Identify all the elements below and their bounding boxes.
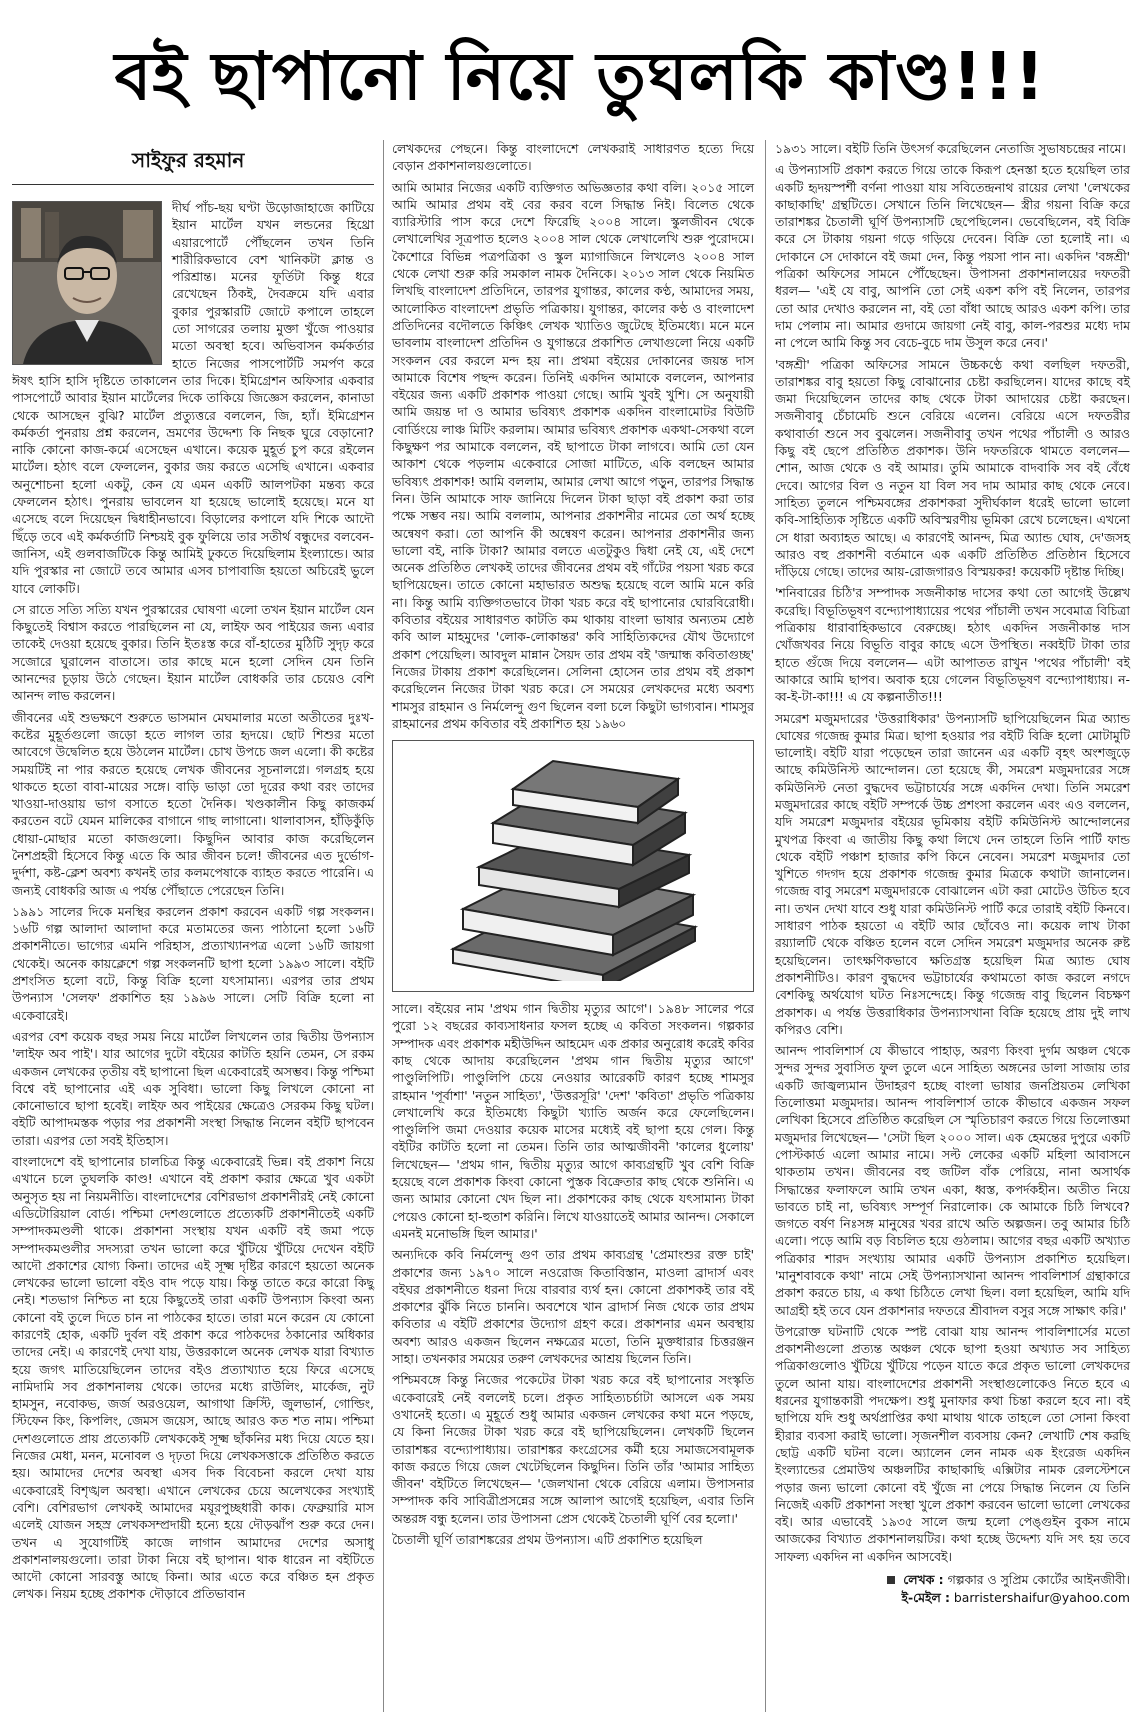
paragraph: পশ্চিমবঙ্গে কিন্তু নিজের পকেটের টাকা খরচ করে বই ছাপানোর সংস্কৃতি একেবারেই নেই বললেই চলে। প্রকৃত সাহিত্যচর্চাটা আসলে এক সময় ওখানেই হতো। এ মুহূর্তে শুধু আমার একজন লেখকের কথা মনে পড়ছে, যে কিনা নিজের টাকা খরচ করে বই ছাপিয়েছিলেন। লেখকটি ছিলেন তারাশঙ্কর বন্দ্যোপাধ্যায়। তারাশঙ্কর কংগ্রেসের কর্মী হয়ে সমাজসেবামূলক কাজ করতে গিয়ে জেল খেটেছিলেন কিছুদিন। তিনি তাঁর 'আমার সাহিত্য জীবন' বইটিতে লিখেছেন— 'জেলখানা থেকে বেরিয়ে এলাম। উপাসনার সম্পাদক কবি সাবিত্রীপ্রসন্নের সঙ্গে আলাপ আগেই হয়েছিল, এবার তিনি অন্তরঙ্গ বন্ধু হলেন। তার উপাসনা প্রেস থেকেই চৈতালী ঘূর্ণি বের হলো।' [392,1372,754,1526]
paragraph: বাংলাদেশে বই ছাপানোর চালচিত্র কিন্তু একেবারেই ভিন্ন। বই প্রকাশ নিয়ে এখানে চলে তুঘলকি কাণ্ড! এখানে বই প্রকাশ করার ক্ষেত্রে খুব একটা অনুসৃত হয় না নিয়মনীতি। বাংলাদেশের বেশিরভাগ প্রকাশনীরই নেই কোনো এডিটোরিয়াল বোর্ড। পশ্চিমা দেশগুলোতে প্রত্যেকটি প্রকাশনীতেই একটি সম্পাদকমণ্ডলী থাকে। প্রকাশনা সংস্থায় যখন একটি বই জমা পড়ে সম্পাদকমণ্ডলীর সদস্যরা তখন ভালো করে খুঁটিয়ে খুঁটিয়ে দেখেন বইটি আদৌ প্রকাশের যোগ্য কিনা। তাদের এই সূক্ষ্ম দৃষ্টির কারণে হয়তো অনেক লেখকের ভালো ভালো বইও বাদ পড়ে যায়। কিন্তু তাতে করে কারো কিছু নেই। শতভাগ নিশ্চিত না হয়ে কিছুতেই তারা একটি উপন্যাস কিংবা অন্য কোনো বই তুলে দিতে চান না পাঠকের হাতে। তারা মনে করেন যে কোনো কারণেই হোক, একটি দুর্বল বই প্রকাশ করে পাঠকদের ঠকানোর অধিকার তাদের নেই। এ কারণেই দেখা যায়, উত্তরকালে অনেক লেখক যারা বিখ্যাত হয়ে জগৎ মাতিয়েছিলেন তাদের বইও প্রত্যাখ্যাত হয়ে ফিরে এসেছে নামিদামি সব প্রকাশনালয় থেকে। তাদের মধ্যে রাউলিং, মার্কেজ, নুট হামসুন, নবোকভ, জর্জ অরওয়েল, আগাথা ক্রিস্টি, জুলভার্ন, গোল্ডিং, স্টিফেন কিং, কিপলিং, জেমস জয়েস, আছে আরও কত শত নাম। পশ্চিমা দেশগুলোতে প্রায় প্রত্যেকটি লেখককেই সূক্ষ্ম ছাঁকনির মধ্য দিয়ে যেতে হয়। নিজের মেধা, মনন, মনোবল ও দৃঢ়তা দিয়ে লেখকসত্তাকে প্রতিষ্ঠিত করতে হয়। আমাদের দেশের অবস্থা এসব দিক বিবেচনা করলে দেখা যায় একেবারেই বিশৃঙ্খল অবস্থা। এখানে লেখকের চেয়ে অলেখকের সংখ্যাই বেশি। বেশিরভাগ লেখকই আমাদের ময়ূরপুচ্ছধারী কাক। ফেব্রুয়ারি মাস এলেই যোজন সহস্র লেখকসম্প্রদায়ী হন্যে হয়ে দৌড়ঝাঁপ শুরু করে দেন। তখন এ সুযোগটিই কাজে লাগান আমাদের দেশের অসাধু প্রকাশনালয়গুলো। তারা টাকা নিয়ে বই ছাপান। থাক ধারেন না বইটিতে আদৌ কোনো সারবস্তু আছে কিনা। আর এতে করে বঞ্চিত হন প্রকৃত লেখক। নিয়ম হচ্ছে প্রকাশক দৌড়াবে প্রতিভাবান [12,1154,374,1602]
paragraph: সমরেশ মজুমদারের 'উত্তরাধিকার' উপন্যাসটি ছাপিয়েছিলেন মিত্র অ্যান্ড ঘোষের গজেন্দ্র কুমার মিত্র। ছাপা হওয়ার পর বইটি বিক্রি হলো মোটামুটি ভালোই। বইটি যারা পড়েছেন তারা জানেন এর একটি বৃহৎ অংশজুড়ে আছে কমিউনিস্ট আন্দোলন। তো হয়েছে কী, সমরেশ মজুমদারের সঙ্গে কমিউনিস্ট নেতা বুদ্ধদেব ভট্টাচার্যের সঙ্গে একদিন দেখা। তিনি সমরেশ মজুমদারের কাছে বইটি সম্পর্কে উচ্চ প্রশংসা করলেন এবং এও বললেন, যদি সমরেশ মজুমদার বইয়ের ভূমিকায় বইটি কমিউনিস্ট আন্দোলনের মুখপত্র কিংবা এ জাতীয় কিছু কথা লিখে দেন তাহলে তিনি পার্টি ফান্ড থেকে বইটি পঞ্চাশ হাজার কপি কিনে নেবেন। সমরেশ মজুমদার তো খুশিতে গদগদ হয়ে প্রকাশক গজেন্দ্র কুমার মিত্রকে কথাটা জানালেন। গজেন্দ্র বাবু সমরেশ মজুমদারকে বোঝালেন এটা করা মোটেও উচিত হবে না। তখন দেখা যাবে শুধু যারা কমিউনিস্ট পার্টি করে তারাই বইটি কিনবে। সাধারণ পাঠক হয়তো এ বইটি আর ছোঁবেও না। কয়েক লাখ টাকা রয়্যালটি থেকে বঞ্চিত হলেন বলে সেদিন সমরেশ মজুমদার অনেক রুষ্ট হয়েছিলেন। তাৎক্ষণিকভাবে ক্ষতিগ্রস্ত হয়েছিল মিত্র অ্যান্ড ঘোষ প্রকাশনীটিও। কারণ বুদ্ধদেব ভট্টাচার্যের কথামতো কাজ করলে নগদে বেশকিছু অর্থযোগ ঘটত নিঃসন্দেহে। কিন্তু গজেন্দ্র বাবু ছিলেন বিচক্ষণ প্রকাশক। এ পর্যন্ত উত্তরাধিকার উপন্যাসখানা বিক্রি হয়েছে প্রায় দুই লাখ কপিরও বেশি। [775,710,1130,1037]
email-address[interactable]: barristershaifur@yahoo.com [953,1590,1130,1606]
paragraph: ১৯৯১ সালের দিকে মনস্থির করলেন প্রকাশ করবেন একটি গল্প সংকলন। ১৬টি গল্প আলাদা আলাদা করে মতামতের জন্য পাঠানো হলো ১৬টি প্রকাশনীতে। ভাগ্যের এমনি পরিহাস, প্রত্যাখ্যানপত্র এলো ১৬টি জায়গা থেকেই। অনেক কায়ক্লেশে গল্প সংকলনটি ছাপা হলো ১৯৯৩ সালে। বইটি প্রশংসিত হলো বটে, কিন্তু বিক্রি হলো যৎসামান্য। এরপর তার প্রথম উপন্যাস 'সেলফ' প্রকাশিত হয় ১৯৯৬ সালে। সেটি বিক্রি হলো না একেবারেই। [12,903,374,1023]
paragraph: চৈতালী ঘূর্ণি তারাশঙ্করের প্রথম উপন্যাস। এটি প্রকাশিত হয়েছিল [392,1532,703,1547]
paragraph: সে রাতে সত্যি সত্যি যখন পুরস্কারের ঘোষণা এলো তখন ইয়ান মার্টেল যেন কিছুতেই বিশ্বাস করতে পারছিলেন না যে, লাইফ অব পাইয়ের জন্য এবার তাকেই দেওয়া হয়েছে বুকার। তিনি ইতঃস্ত করে বাঁ-হাতের মুঠিটি সুদৃঢ় করে সজোরে ঘুরালেন বাতাসে। তার কাছে মনে হলো সেদিন যেন তিনি আনন্দের চূড়ায় উঠে গেছেন। ইয়ান মার্টেল বোধকরি তার চেয়েও বেশি আনন্দ লাভ করলেন। [12,601,374,704]
author-label: লেখক : [903,1572,944,1588]
paragraph: লেখকদের পেছনে। কিন্তু বাংলাদেশে লেখকরাই সাধারণত হত্যে দিয়ে বেড়ান প্রকাশনালয়গুলোতে। [392,141,754,174]
paragraph: জীবনের এই শুভক্ষণে শুরুতে ভাসমান মেঘমালার মতো অতীতের দুঃখ-কষ্টের মুহূর্তগুলো জড়ো হতে লাগল তার হৃদয়ে। ছোট শিশুর মতো আবেগে উদ্বেলিত হয়ে উঠলেন মার্টেল। চোখ উপচে জল এলো। কী কষ্টের সময়টিই না পার করতে হয়েছে লেখক জীবনের সূচনালগ্নে। গলগ্রহ হয়ে থাকতে হতো বাবা-মায়ের সঙ্গে। বাড়ি ভাড়া তো দূরের কথা বরং তাদের খাওয়া-দাওয়ায় ভাগ বসাতে হতো দৈনিক। খণ্ডকালীন কিছু কাজকর্ম করতেন বটে যেমন মালিকের বাগানে গাছ লাগানো। থালাবাসন, হাঁড়িকুঁড়ি ধোয়া-মোছার মতো কাজগুলো। কিছুদিন আবার কাজ করেছিলেন নৈশপ্রহরী হিসেবে কিন্তু এতে কি আর জীবন চলে! জীবনের এত দুর্ভোগ-দুর্দশা, কষ্ট-ক্লেশ অবশ্য কখনই তার কলমপেষাকে ব্যাহত করতে পারেনি। এ জন্যই বোধকরি আজ এ পর্যন্ত পৌঁছাতে পেরেছেন তিনি। [12,709,374,898]
paragraph: সালে। বইয়ের নাম 'প্রথম গান দ্বিতীয় মৃত্যুর আগে'। ১৯৪৮ সালের পরে পুরো ১২ বছরের কাব্যসাধনার ফসল হচ্ছে এ কবিতা সংকলন। গল্পকার সম্পাদক এবং প্রকাশক মহীউদ্দিন আহমেদ এক প্রকার অনুরোধ করেই কবির কাছ থেকে আদায় করেছিলেন 'প্রথম গান দ্বিতীয় মৃত্যুর আগে' পাণ্ডুলিপিটি। পাণ্ডুলিপি চেয়ে নেওয়ার আরেকটি কারণ হচ্ছে শামসুর রাহমান 'পূর্বাশা' 'নতুন সাহিত্য', 'উত্তরসূরি' 'দেশ' 'কবিতা' প্রভৃতি পত্রিকায় লেখালেখি করে ইতিমধ্যে কিছুটা খ্যাতি অর্জন করে ফেলেছিলেন। পাণ্ডুলিপি জমা দেওয়ার কয়েক মাসের মধ্যেই বই ছাপা হয়ে গেল। কিন্তু বইটির কাটতি হলো না তেমন। তিনি তার আত্মজীবনী 'কালের ধুলোয়' লিখেছেন— 'প্রথম গান, দ্বিতীয় মৃত্যুর আগে কাব্যগ্রন্থটি খুব বেশি বিক্রি হয়েছে বলে প্রকাশক কিংবা কোনো পুস্তক বিক্রেতার কাছ থেকে শুনিনি। এ জন্য আমার কোনো খেদ ছিল না। প্রকাশকের কাছ থেকে যৎসামান্য টাকা পেয়েও কোনো হা-হুতাশ করিনি। লিখে যাওয়াতেই আমার আনন্দ। সেকালে এমনই মনোভঙ্গি ছিল আমার।' [392,1001,754,1241]
author-description: গল্পকার ও সুপ্রিম কোর্টের আইনজীবী। [947,1572,1130,1588]
column-divider [383,140,384,1712]
author-portrait-image [13,202,161,364]
author-credit [775,1571,1130,1607]
email-label: ই-মেইল : [901,1590,950,1606]
square-bullet-icon [887,1576,895,1584]
books-illustration [392,740,754,992]
email-line [775,1589,1130,1607]
author-credit-line [775,1571,1130,1589]
paragraph: দীর্ঘ পাঁচ-ছয় ঘণ্টা উড়োজাহাজে কাটিয়ে ইয়ান মার্টেল যখন লন্ডনের হিথ্রো এয়ারপোর্টে পৌঁছলেন তখন তিনি শারীরিকভাবে বেশ খানিকটা ক্লান্ত ও পরিশ্রান্ত। মনের ফূর্তিটা কিন্তু ধরে রেখেছেন ঠিকই, দৈবক্রমে যদি এবার বুকার পুরস্কারটি জোটে কপালে তাহলে তো সাগরের তলায় মুক্তা খুঁজে পাওয়ার মতো অবস্থা হবে। অভিবাসন কর্মকর্তার হাতে নিজের পাসপোর্টটি সমর্পণ করে ঈষৎ হাসি হাসি দৃষ্টিতে তাকালেন তার দিকে। ইমিগ্রেশন অফিসার একবার পাসপোর্টে আবার ইয়ান মার্টেলের দিকে তাকিয়ে জিজ্ঞেস করলেন, কানাডা থেকে আসছেন বুঝি? মার্টেল প্রত্যুত্তরে বললেন, জি, হ্যাঁ। ইমিগ্রেশন কর্মকর্তা পুনরায় প্রশ্ন করলেন, ভ্রমণের উদ্দেশ্য কি নিছক ঘুরে বেড়ানো? নাকি কোনো কাজ-কর্মে এসেছেন এখানে। কয়েক মুহূর্ত চুপ করে রইলেন মার্টেল। হঠাৎ বলে ফেললেন, বুকার জয় করতে এসেছি এখানে। একবার অনুশোচনা হলো একটু, কেন যে এমন একটি আলপটকা মন্তব্য করে ফেললেন হঠাৎ। পুনরায় ভাবলেন যা হয়েছে ভালোই হয়েছে। মনে যা এসেছে বলে দিয়েছেন দ্বিধাহীনভাবে। বিড়ালের কপালে যদি শিকে আদৌ ছিঁড়ে তবে এই কর্মকর্তাটি নিশ্চয়ই বুক ফুলিয়ে তার সতীর্থ বন্ধুদের বলবেন- জানিস, এই গুলবাজটিকে কিন্তু আমিই ঢুকতে দিয়েছিলাম ইংল্যান্ডে। আর যদি পুরস্কার না জোটে তবে আমার এসব চাপাবাজি হয়তো অচিরেই ভুলে যাবে লোকটি। [12,200,374,596]
books-stack-icon [423,749,723,981]
paragraph: আনন্দ পাবলিশার্স যে কীভাবে পাহাড়, অরণ্য কিংবা দুর্গম অঞ্চল থেকে সুন্দর সুন্দর সুবাসিত ফুল তুলে এনে সাহিত্য অঙ্গনের ডালা সাজায় তার একটি জাজ্বল্যমান উদাহরণ হচ্ছে বাংলা ভাষার জনপ্রিয়তম লেখিকা তিলোত্তমা মজুমদার। আনন্দ পাবলিশার্স তাকে কীভাবে একজন সফল লেখিকা হিসেবে প্রতিষ্ঠিত করেছিল সে স্মৃতিচারণ করতে গিয়ে তিলোত্তমা মজুমদার লিখেছেন— 'সেটা ছিল ২০০০ সাল। এক হেমন্তের দুপুরে একটি পোস্টকার্ড এলো আমার নামে। সল্ট লেকের একটি মহিলা আবাসনে থাকতাম তখন। জীবনের বহু জটিল বাঁক পেরিয়ে, নানা অসার্থক সিদ্ধান্তের ফলাফলে আমি তখন একা, ধ্বস্ত, কপর্দকহীন। অতীত নিয়ে ভাবতে চাই না, ভবিষ্যৎ সম্পূর্ণ নিরালোক। কে আমাকে চিঠি লিখবে? জগতে বর্ষণ নিঃসঙ্গ মানুষের খবর রাখে অতি অল্পজন। তবু আমার চিঠি এলো। পড়ে আমি বড় বিচলিত হয়ে গুঠলাম। আগের বছর একটি অখ্যাত পত্রিকার শারদ সংখ্যায় আমার একটি উপন্যাস প্রকাশিত হয়েছিল। 'মানুশবাবকে কথা' নামে সেই উপন্যাসখানা আনন্দ পাবলিশার্স গ্রন্থাকারে প্রকাশ করতে চায়, এ কথা চিঠিতে লেখা ছিল। বলা হয়েছিল, আমি যদি আগ্রহী হই তবে যেন প্রকাশনার দফতরে শ্রীবাদল বসুর সঙ্গে সাক্ষাৎ করি।' [775,1043,1130,1318]
column-3 [775,140,1130,1607]
headline: বই ছাপানো নিয়ে তুঘলকি কাণ্ড!!! [114,38,1046,115]
paragraph: অন্যদিকে কবি নির্মলেন্দু গুণ তার প্রথম কাব্যগ্রন্থ 'প্রেমাংশুর রক্ত চাই' প্রকাশের জন্য ১৯৭০ সালে নওরোজ কিতাবিস্তান, মাওলা ব্রাদার্স এবং বইঘর প্রকাশনীতে ধরনা দিয়ে বারবার ব্যর্থ হন। কোনো প্রকাশকই তার বই প্রকাশের ঝুঁকি নিতে চাননি। অবশেষে খান ব্রাদার্স নিজ থেকে তার প্রথম কবিতার এ বইটি প্রকাশের উদ্যোগ গ্রহণ করে। প্রকাশনার এমন অবস্থায় অবশ্য আরও একজন ছিলেন নক্ষত্রের মতো, তিনি মুক্তধারার চিত্তরঞ্জন সাহা। তখনকার সময়ের তরুণ লেখকদের আশ্রয় ছিলেন তিনি। [392,1247,754,1367]
column-2 [392,140,754,1552]
paragraph: এ উপন্যাসটি প্রকাশ করতে গিয়ে তাকে কিরূপ হেনস্তা হতে হয়েছিল তার একটি হৃদয়স্পর্শী বর্ণনা পাওয়া যায় সবিতেন্দ্রনাথ রায়ের লেখা 'লেখকের কাছাকাছি' গ্রন্থটিতে। সেখানে তিনি লিখেছেন— স্ত্রীর গয়না বিক্রি করে তারাশঙ্কর চৈতালী ঘূর্ণি উপন্যাসটি ছেপেছিলেন। ভেবেছিলেন, বই বিক্রি করে সে টাকায় গয়না গড়ে গড়িয়ে দেবেন। বিক্রি তো হলোই না। এ দোকানে সে দোকানে বই জমা দেন, কিন্তু পয়সা পান না। একদিন 'বঙ্গশ্রী' পত্রিকা অফিসের সামনে পৌঁছেছেন। উপাসনা প্রকাশনালয়ের দফতরী ধরল— 'এই যে বাবু, আপনি তো সেই একশ কপি বই নিলেন, তারপর তো আর দেখাও করলেন না, বই তো বাঁধা আছে আরও একশ কপি। তার দাম পেলাম না। আমার গুদামে জায়গা নেই বাবু, কাল-পরশুর মধ্যে দাম না পেলে আমি কিন্তু সব বেচে-বুচে দাম উসুল করে নেব।' [775,162,1130,351]
paragraph: আমি আমার নিজের একটি ব্যক্তিগত অভিজ্ঞতার কথা বলি। ২০১৫ সালে আমি আমার প্রথম বই বের করব বলে সিদ্ধান্ত নিই। বিলেত থেকে ব্যারিস্টারি পাস করে দেশে ফিরেছি ২০০৪ সালে। স্কুলজীবন থেকে লেখালেখির সূত্রপাত হলেও ২০০৪ সাল থেকে লেখালেখি শুরু পুরোদমে। কৈশোরে বিভিন্ন পত্রপত্রিকা ও স্কুল ম্যাগাজিনে লিখলেও ২০০৪ সাল থেকে লেখা শুরু করি সমকাল নামক দৈনিকে। ২০১৩ সাল থেকে নিয়মিত লিখছি বাংলাদেশ প্রতিদিনে, তারপর যুগান্তর, কালের কণ্ঠ, আমাদের সময়, আলোকিত বাংলাদেশ প্রভৃতি পত্রিকায়। যুগান্তর, কালের কণ্ঠ ও বাংলাদেশ প্রতিদিনের বদৌলতে কিঞ্চিৎ লেখক খ্যাতিও জুটেছে ইতিমধ্যে। মনে মনে ভাবলাম বাংলাদেশ প্রতিদিন ও যুগান্তরে প্রকাশিত লেখাগুলো নিয়ে একটি সংকলন বের করলে মন্দ হয় না। প্রথমা বইয়ের দোকানের জয়ন্ত দাস আমাকে বিশেষ পছন্দ করেন। তিনিই একদিন আমাকে বললেন, আপনার বইয়ের জন্য একটি প্রকাশক পাওয়া গেছে। আমি খুবই খুশি। সে অনুযায়ী আমি জয়ন্ত দা ও আমার ভবিষ্যৎ প্রকাশক একদিন বাংলামোটর বিউটি বোর্ডিংয়ে লাঞ্চ মিটিং করলাম। আমার ভবিষ্যৎ প্রকাশক একথা-সেকথা বলে কিছুক্ষণ পর আমাকে বললেন, বই ছাপাতে টাকা লাগবে। আমি তো যেন আকাশ থেকে পড়লাম একেবারে সোজা মাটিতে, একি বলছেন আমার ভবিষ্যৎ প্রকাশক! আমি বললাম, আমার লেখা আগে পড়ুন, তারপর সিদ্ধান্ত নিন। উনি আমাকে সাফ জানিয়ে দিলেন টাকা ছাড়া বই প্রকাশ করা তার পক্ষে সম্ভব নয়। আমি বললাম, আপনার প্রকাশনীর নামের তো অর্থ হচ্ছে অন্বেষণ করা। তো আপনি কী অন্বেষণ করেন। আপনার প্রকাশনীর জন্য ভালো বই, নাকি টাকা? আমার বলতে এতটুকুও দ্বিধা নেই যে, এই দেশে অনেক প্রতিষ্ঠিত লেখকই তাদের জীবনের প্রথম বই গাঁটের পয়সা খরচ করে ছাপিয়েছেন। তাতে কোনো মহাভারত অশুদ্ধ হয়েছে বলে আমি মনে করি না। কিন্তু আমি ব্যক্তিগতভাবে টাকা খরচ করে বই ছাপানোর ঘোরবিরোধী। কবিতার বইয়ের সাধারণত কাটতি কম থাকায় বাংলা ভাষার অন্যতম শ্রেষ্ঠ কবি আল মাহমুদের 'লোক-লোকান্তর' কবি সাহিত্যিকদের যৌথ উদ্যোগে প্রকাশ পেয়েছিল। আবদুল মান্নান সৈয়দ তার প্রথম বই 'জন্মান্ধ কবিতাগুচ্ছ' নিজের টাকায় প্রকাশ করেছিলেন। সেলিনা হোসেন তার প্রথম বই প্রকাশ করেছিলেন নিজের টাকা খরচ করে। সে সময়ের লেখকদের মধ্যে অবশ্য শামসুর রাহমান ও নির্মলেন্দু গুণ ছিলেন বলা চলে কিছুটা ভাগ্যবান। শামসুর রাহমানের প্রথম কবিতার বই প্রকাশিত হয় ১৯৬০ [392,179,754,731]
byline: সাইফুর রহমান [132,148,245,172]
author-photo [12,201,162,365]
column-1 [12,140,374,1607]
byline-rule [12,184,374,185]
column-divider [765,140,766,1712]
paragraph: 'শনিবারের চিঠি'র সম্পাদক সজনীকান্ত দাসের কথা তো আগেই উল্লেখ করেছি। বিভূতিভূষণ বন্দ্যোপাধ্যায়ের পথের পাঁচালী তখন সবেমাত্র বিচিত্রা পত্রিকায় ধারাবাহিকভাবে বেরুচ্ছে। হঠাৎ একদিন সজনীকান্ত দাস খোঁজখবর নিয়ে বিভূতি বাবুর কাছে এসে উপস্থিত। নব্বইটি টাকা তার হাতে গুঁজে দিয়ে বললেন— এটা আপাতত রাখুন 'পথের পাঁচালী' বই আকারে আমি ছাপব। অবাক হয়ে গেলেন বিভূতিভূষণ বন্দ্যোপাধ্যায়। ন-ব্ব-ই-টা-কা!!! এ যে কল্পনাতীত!!! [775,585,1130,705]
paragraph: ১৯৩১ সালে। বইটি তিনি উৎসর্গ করেছিলেন নেতাজি সুভাষচন্দ্রের নামে। [775,141,1126,156]
paragraph: এরপর বেশ কয়েক বছর সময় নিয়ে মার্টেল লিখলেন তার দ্বিতীয় উপন্যাস 'লাইফ অব পাই'। যার আগের দুটো বইয়ের কাটতি হয়নি তেমন, সে রকম একজন লেখকের তৃতীয় বই ছাপানো ছিল একেবারেই অসম্ভব। কিন্তু পশ্চিমা বিশ্বে বই ছাপানোর এই এক সুবিধা। ভালো কিছু লিখলে কোনো না কোনোভাবে ছাপা হবেই। লাইফ অব পাইয়ের ক্ষেত্রেও সেরকম কিছু ঘটল। বইটি আপাদমস্তক পড়ার পর প্রকাশনী সংস্থা সিদ্ধান্ত নিলেন বইটি ছাপবেন তারা। এরপর তো সবই ইতিহাস। [12,1028,374,1148]
paragraph: 'বঙ্গশ্রী' পত্রিকা অফিসের সামনে উচ্চকণ্ঠে কথা বলছিল দফতরী, তারাশঙ্কর বাবু হয়তো কিছু বোঝানোর চেষ্টা করছিলেন। যাদের কাছে বই জমা দিয়েছিলেন তাদের কাছ থেকে টাকা আদায়ের চেষ্টা করছেন। সজনীবাবু চেঁচামেচি শুনে বেরিয়ে এলেন। বেরিয়ে এসে দফতরীর কথাবার্তা শুনে সব বুঝলেন। সজনীবাবু তখন পথের পাঁচালী ও আরও কিছু বই ছেপে প্রতিষ্ঠিত প্রকাশক। উনি দফতরিকে থামতে বললেন— শোন, আজ থেকে ও বই আমার। তুমি আমাকে বাদবাকি সব বই বেঁধে দেবে। আগের বিল ও নতুন যা বিল সব দাম আমার কাছ থেকে নেবে। সাহিত্য তুলনে পশ্চিমবঙ্গের প্রকাশকরা সুদীর্ঘকাল ধরেই ভালো ভালো কবি-সাহিত্যিক সৃষ্টিতে একটি অবিস্মরণীয় ভূমিকা রেখে চলেছেন। এখনো সে ধারা অব্যাহত আছে। এ কারণেই আনন্দ, মিত্র অ্যান্ড ঘোষ, দে'জসহ আরও বহু প্রকাশনী বর্তমানে এক একটি প্রতিষ্ঠিত প্রতিষ্ঠান হিসেবে দাঁড়িয়ে গেছে। তাদের আয়-রোজগারও বিস্ময়কর! কয়েকটি দৃষ্টান্ত দিচ্ছি। [775,356,1130,580]
paragraph: উপরোক্ত ঘটনাটি থেকে স্পষ্ট বোঝা যায় আনন্দ পাবলিশার্সের মতো প্রকাশনীগুলো প্রত্যন্ত অঞ্চল থেকে ছাপা হওয়া অখ্যাত সব সাহিত্য পত্রিকাগুলোও খুঁটিয়ে খুঁটিয়ে পড়েন যাতে করে প্রকৃত ভালো লেখকদের তুলে আনা যায়। বাংলাদেশের প্রকাশনী সংস্থাগুলোকেও নিতে হবে এ ধরনের যুগান্তকারী পদক্ষেপ। শুধু মুনাফার কথা চিন্তা করলে হবে না। বই ছাপিয়ে যদি শুধু অর্থপ্রাপ্তির কথা মাথায় থাকে তাহলে তো সোনা কিংবা হীরার ব্যবসা করাই ভালো। সৃজনশীল ব্যবসায় কেন? লেখাটি শেষ করছি ছোট্ট একটি ঘটনা বলে। অ্যালেন লেন নামক এক ইংরেজ একদিন ইংল্যান্ডের প্রেমাউথ অঞ্চলটির কাছাকাছি এক্সিটার নামক রেলস্টেশনে পড়ার জন্য ভালো কোনো বই খুঁজে না পেয়ে সিদ্ধান্ত নিলেন যে তিনি নিজেই একটি প্রকাশনা সংস্থা খুলে প্রকাশ করবেন ভালো ভালো লেখকের বই। আর এভাবেই ১৯৩৫ সালে জন্ম হলো পেঙ্গুইন বুকস নামে আজকের বিখ্যাত প্রকাশনালয়টির। কথা হচ্ছে উদ্দেশ্য যদি সৎ হয় তবে সাফল্য একদিন না একদিন আসবেই। [775,1323,1130,1564]
